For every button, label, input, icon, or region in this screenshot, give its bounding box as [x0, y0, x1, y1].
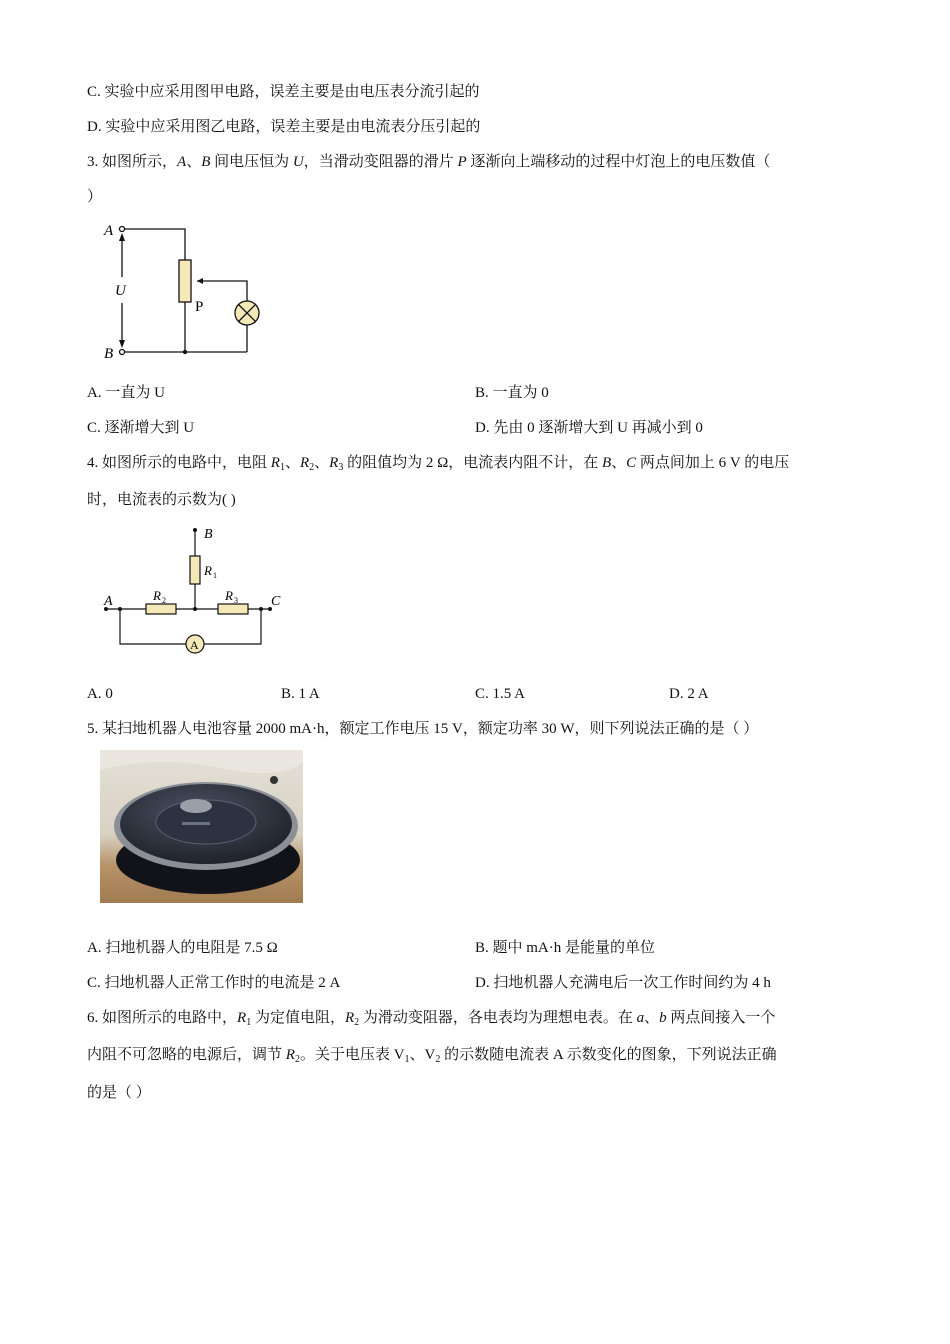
q6-stem-line3: 的是（ ） [87, 1085, 151, 1101]
q5-option-d[interactable]: D. 扫地机器人充满电后一次工作时间约为 4 h [475, 975, 771, 991]
q3-label-a: A [104, 223, 114, 239]
q3-stem-cont: ） [87, 189, 103, 205]
q4-label-sub: 1 [213, 571, 217, 580]
option-c-prev: C. 实验中应采用图甲电路，误差主要是由电压表分流引起的 [87, 84, 480, 100]
q4-option-c[interactable]: C. 1.5 A [475, 686, 526, 702]
q3-option-a[interactable]: A. 一直为 U [87, 385, 165, 401]
q4-label-sub: 3 [234, 596, 238, 605]
q4-label-c: C [271, 594, 281, 609]
q3-label-b: B [104, 346, 114, 362]
q6-stem: 6. 如图所示的电路中，$R_1$ 为定值电阻，$R_2$ 为滑动变阻器，各电表均为理想电表。在 a、b 两点间接入一个 [87, 1010, 776, 1028]
q4-stem: 4. 如图所示的电路中，电阻 $R_1$、$R_2$、$R_3$ 的阻值均为 2 Ω，电流表内阻不计，在 B、C 两点间加上 6 V 的电压 [87, 455, 790, 473]
q4-label-b: B [204, 527, 213, 542]
q3-option-c[interactable]: C. 逐渐增大到 U [87, 420, 195, 436]
q4-stem-cont: 时，电流表的示数为( ) [87, 492, 236, 508]
q6-stem-line2: 内阻不可忽略的电源后，调节 $R_2$。关于电压表 $V_1$、$V_2$ 的示数随电流表 A 示数变化的图象，下列说法正确 [87, 1047, 777, 1065]
q3-option-d[interactable]: D. 先由 0 逐渐增大到 U 再减小到 0 [475, 420, 703, 436]
q5-stem: 5. 某扫地机器人电池容量 2000 mA·h，额定工作电压 15 V，额定功率 30 W，则下列说法正确的是（ ） [87, 721, 759, 737]
q4-label-sub: 2 [162, 596, 166, 605]
q3-label-u: U [115, 283, 126, 299]
q5-option-b[interactable]: B. 题中 mA·h 是能量的单位 [475, 940, 656, 956]
q3-label-p: P [195, 299, 204, 315]
option-d-prev: D. 实验中应采用图乙电路，误差主要是由电流表分压引起的 [87, 119, 481, 135]
q4-label-r: R [153, 588, 161, 603]
q4-label-r: R [225, 588, 233, 603]
q5-option-c[interactable]: C. 扫地机器人正常工作时的电流是 2 A [87, 975, 341, 991]
q3-stem: 3. 如图所示，A、B 间电压恒为 U，当滑动变阻器的滑片 P 逐渐向上端移动的过程中灯泡上的电压数值（ [87, 154, 771, 170]
q4-option-b[interactable]: B. 1 A [281, 686, 320, 702]
q4-option-a[interactable]: A. 0 [87, 686, 113, 702]
q4-ammeter-label: A [190, 638, 199, 652]
q4-label-a: A [104, 594, 113, 609]
q4-option-d[interactable]: D. 2 A [669, 686, 709, 702]
q5-option-a[interactable]: A. 扫地机器人的电阻是 7.5 Ω [87, 940, 278, 956]
q4-circuit-diagram [100, 520, 290, 660]
robot-vacuum-photo [100, 750, 303, 903]
q3-circuit-diagram [95, 215, 275, 365]
q4-label-r: R [204, 563, 212, 578]
q3-option-b[interactable]: B. 一直为 0 [475, 385, 549, 401]
